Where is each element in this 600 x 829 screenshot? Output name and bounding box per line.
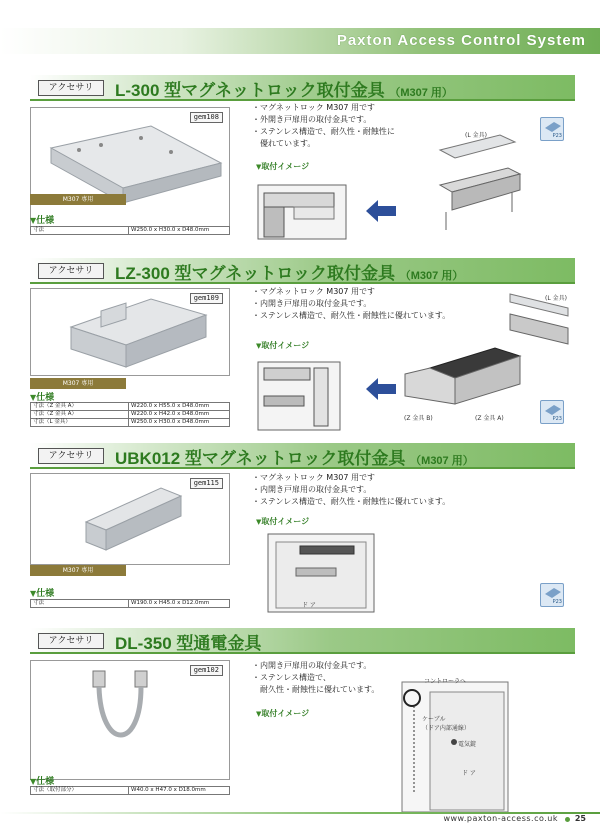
feature-item: ・マグネットロック M307 用です: [252, 103, 376, 112]
table-row: [31, 419, 230, 427]
section-title-text: LZ-300 型マグネットロック取付金具: [115, 264, 396, 283]
product-image-box: [30, 107, 230, 235]
diagram-label: (Z 金具 A): [475, 415, 504, 422]
triangle-icon: ▼: [30, 777, 37, 786]
arrow-left-icon: [366, 200, 396, 222]
install-image-label-text: 取付イメージ: [261, 517, 310, 526]
section-title: [115, 444, 474, 469]
section-subtitle: （M307 用）: [399, 270, 464, 282]
spec-key: 寸法（Z 金具 A）: [31, 411, 129, 419]
section-title: [115, 76, 453, 101]
spec-table: [30, 786, 230, 795]
diagram-label: （ドア内部通線）: [422, 725, 470, 732]
triangle-icon: ▼: [30, 589, 37, 598]
bracket-ref-icon: [544, 120, 562, 134]
section-subtitle: （M307 用）: [410, 455, 474, 467]
accessory-tag: アクセサリ: [38, 80, 104, 96]
install-image-label: [256, 161, 309, 172]
feature-item: ・マグネットロック M307 用です: [252, 473, 376, 482]
spec-key: 寸法: [31, 227, 129, 235]
diagram-label: コントローラへ: [424, 678, 467, 685]
install-image-label: [256, 516, 309, 527]
spec-heading: [30, 586, 54, 599]
install-illustration: [254, 175, 350, 243]
page-ref-label: P23: [552, 416, 562, 422]
spec-value: W40.0 x H47.0 x D18.0mm: [129, 787, 230, 795]
accessory-tag: アクセサリ: [38, 448, 104, 464]
compat-badge: M307 専用: [30, 194, 126, 205]
page-header: [0, 28, 600, 54]
table-row: [31, 227, 230, 235]
feature-list: [252, 472, 450, 508]
product-code: gem115: [190, 478, 223, 489]
triangle-icon: ▼: [256, 518, 262, 526]
spec-table: [30, 226, 230, 235]
page-ref-badge[interactable]: [540, 400, 564, 424]
spec-key: 寸法（Z 金具 A）: [31, 403, 129, 411]
feature-item: 優れています。: [252, 139, 316, 148]
install-image-label-text: 取付イメージ: [261, 709, 310, 718]
spec-key: 寸法: [31, 600, 129, 608]
page-ref-label: P23: [552, 599, 562, 605]
page-ref-label: P23: [552, 133, 562, 139]
table-row: [31, 403, 230, 411]
product-image-box: [30, 288, 230, 376]
spec-value: W220.0 x H42.0 x D48.0mm: [129, 411, 230, 419]
spec-heading-label: 仕様: [36, 393, 55, 403]
l300-bracket-photo: [31, 108, 229, 234]
diagram-label: ケーブル: [422, 716, 446, 723]
feature-item: ・ステンレス構造で、耐久性・耐蝕性に優れています。: [252, 311, 451, 320]
feature-item: ・内開き戸扉用の取付金具です。: [252, 485, 372, 494]
triangle-icon: ▼: [256, 163, 262, 171]
compat-badge: M307 専用: [30, 378, 126, 389]
diagram-label: (L 金具): [465, 132, 487, 139]
dl350-cable-photo: [31, 661, 229, 779]
feature-item: ・外開き戸扉用の取付金具です。: [252, 115, 372, 124]
section-subtitle: （M307 用）: [389, 87, 453, 99]
install-illustration: [254, 358, 344, 434]
compat-badge: M307 専用: [30, 565, 126, 576]
exploded-diagram: [420, 130, 530, 240]
exploded-diagram: [400, 286, 575, 416]
table-row: [31, 411, 230, 419]
arrow-left-icon: [366, 378, 396, 400]
accessory-tag: アクセサリ: [38, 633, 104, 649]
table-row: [31, 787, 230, 795]
diagram-label: (Z 金具 B): [404, 415, 433, 422]
spec-heading-label: 仕様: [36, 216, 55, 226]
spec-key: 寸法（取付部分）: [31, 787, 129, 795]
spec-value: W250.0 x H30.0 x D48.0mm: [129, 419, 230, 427]
product-image-box: [30, 660, 230, 780]
footer-url[interactable]: www.paxton-access.co.uk: [443, 814, 558, 823]
product-code: gem108: [190, 112, 223, 123]
product-code: gem102: [190, 665, 223, 676]
install-image-label-text: 取付イメージ: [261, 341, 310, 350]
section-title-text: UBK012 型マグネットロック取付金具: [115, 449, 406, 468]
spec-value: W220.0 x H55.0 x D48.0mm: [129, 403, 230, 411]
triangle-icon: ▼: [256, 342, 262, 350]
triangle-icon: ▼: [30, 393, 37, 402]
spec-heading-label: 仕様: [36, 777, 55, 787]
spec-table: [30, 402, 230, 427]
diagram-label: 電気錠: [458, 741, 477, 748]
install-diagram: [400, 674, 510, 814]
product-image-box: [30, 473, 230, 565]
section-title: [115, 259, 463, 284]
feature-item: 耐久性・耐蝕性に優れています。: [252, 685, 380, 694]
feature-list: [252, 102, 395, 150]
spec-heading-label: 仕様: [36, 589, 55, 599]
page-ref-badge[interactable]: [540, 583, 564, 607]
page-header-title: Paxton Access Control System: [336, 32, 586, 49]
bracket-ref-icon: [544, 403, 562, 417]
section-title-bar: [30, 628, 575, 654]
bracket-ref-icon: [544, 586, 562, 600]
feature-item: ・内開き戸扉用の取付金具です。: [252, 299, 372, 308]
section-title-text: DL-350 型通電金具: [115, 634, 262, 653]
diagram-label: ド ア: [302, 602, 316, 609]
page-ref-badge[interactable]: [540, 117, 564, 141]
install-image-label-text: 取付イメージ: [261, 162, 310, 171]
install-image-label: [256, 708, 309, 719]
feature-item: ・マグネットロック M307 用です: [252, 287, 376, 296]
section-title: [115, 629, 261, 654]
triangle-icon: ▼: [256, 710, 262, 718]
spec-table: [30, 599, 230, 608]
diagram-label: ド ア: [462, 770, 476, 777]
accessory-tag: アクセサリ: [38, 263, 104, 279]
spec-heading: [30, 213, 54, 226]
spec-key: 寸法（L 金具）: [31, 419, 129, 427]
feature-list: [252, 660, 379, 696]
product-code: gem109: [190, 293, 223, 304]
feature-item: ・内開き戸扉用の取付金具です。: [252, 661, 372, 670]
diagram-label: (L 金具): [545, 295, 567, 302]
feature-item: ・ステンレス構造で、耐久性・耐蝕性に優れています。: [252, 497, 451, 506]
feature-item: ・ステンレス構造で、: [252, 673, 331, 682]
feature-item: ・ステンレス構造で、耐久性・耐蝕性に: [252, 127, 395, 136]
footer-bullet-icon: [565, 817, 570, 822]
spec-value: W250.0 x H30.0 x D48.0mm: [129, 227, 230, 235]
triangle-icon: ▼: [30, 216, 37, 225]
install-illustration: [266, 532, 376, 614]
install-image-label: [256, 340, 309, 351]
table-row: [31, 600, 230, 608]
section-title-text: L-300 型マグネットロック取付金具: [115, 81, 385, 100]
spec-value: W190.0 x H45.0 x D12.0mm: [129, 600, 230, 608]
page-number: 25: [574, 814, 586, 823]
